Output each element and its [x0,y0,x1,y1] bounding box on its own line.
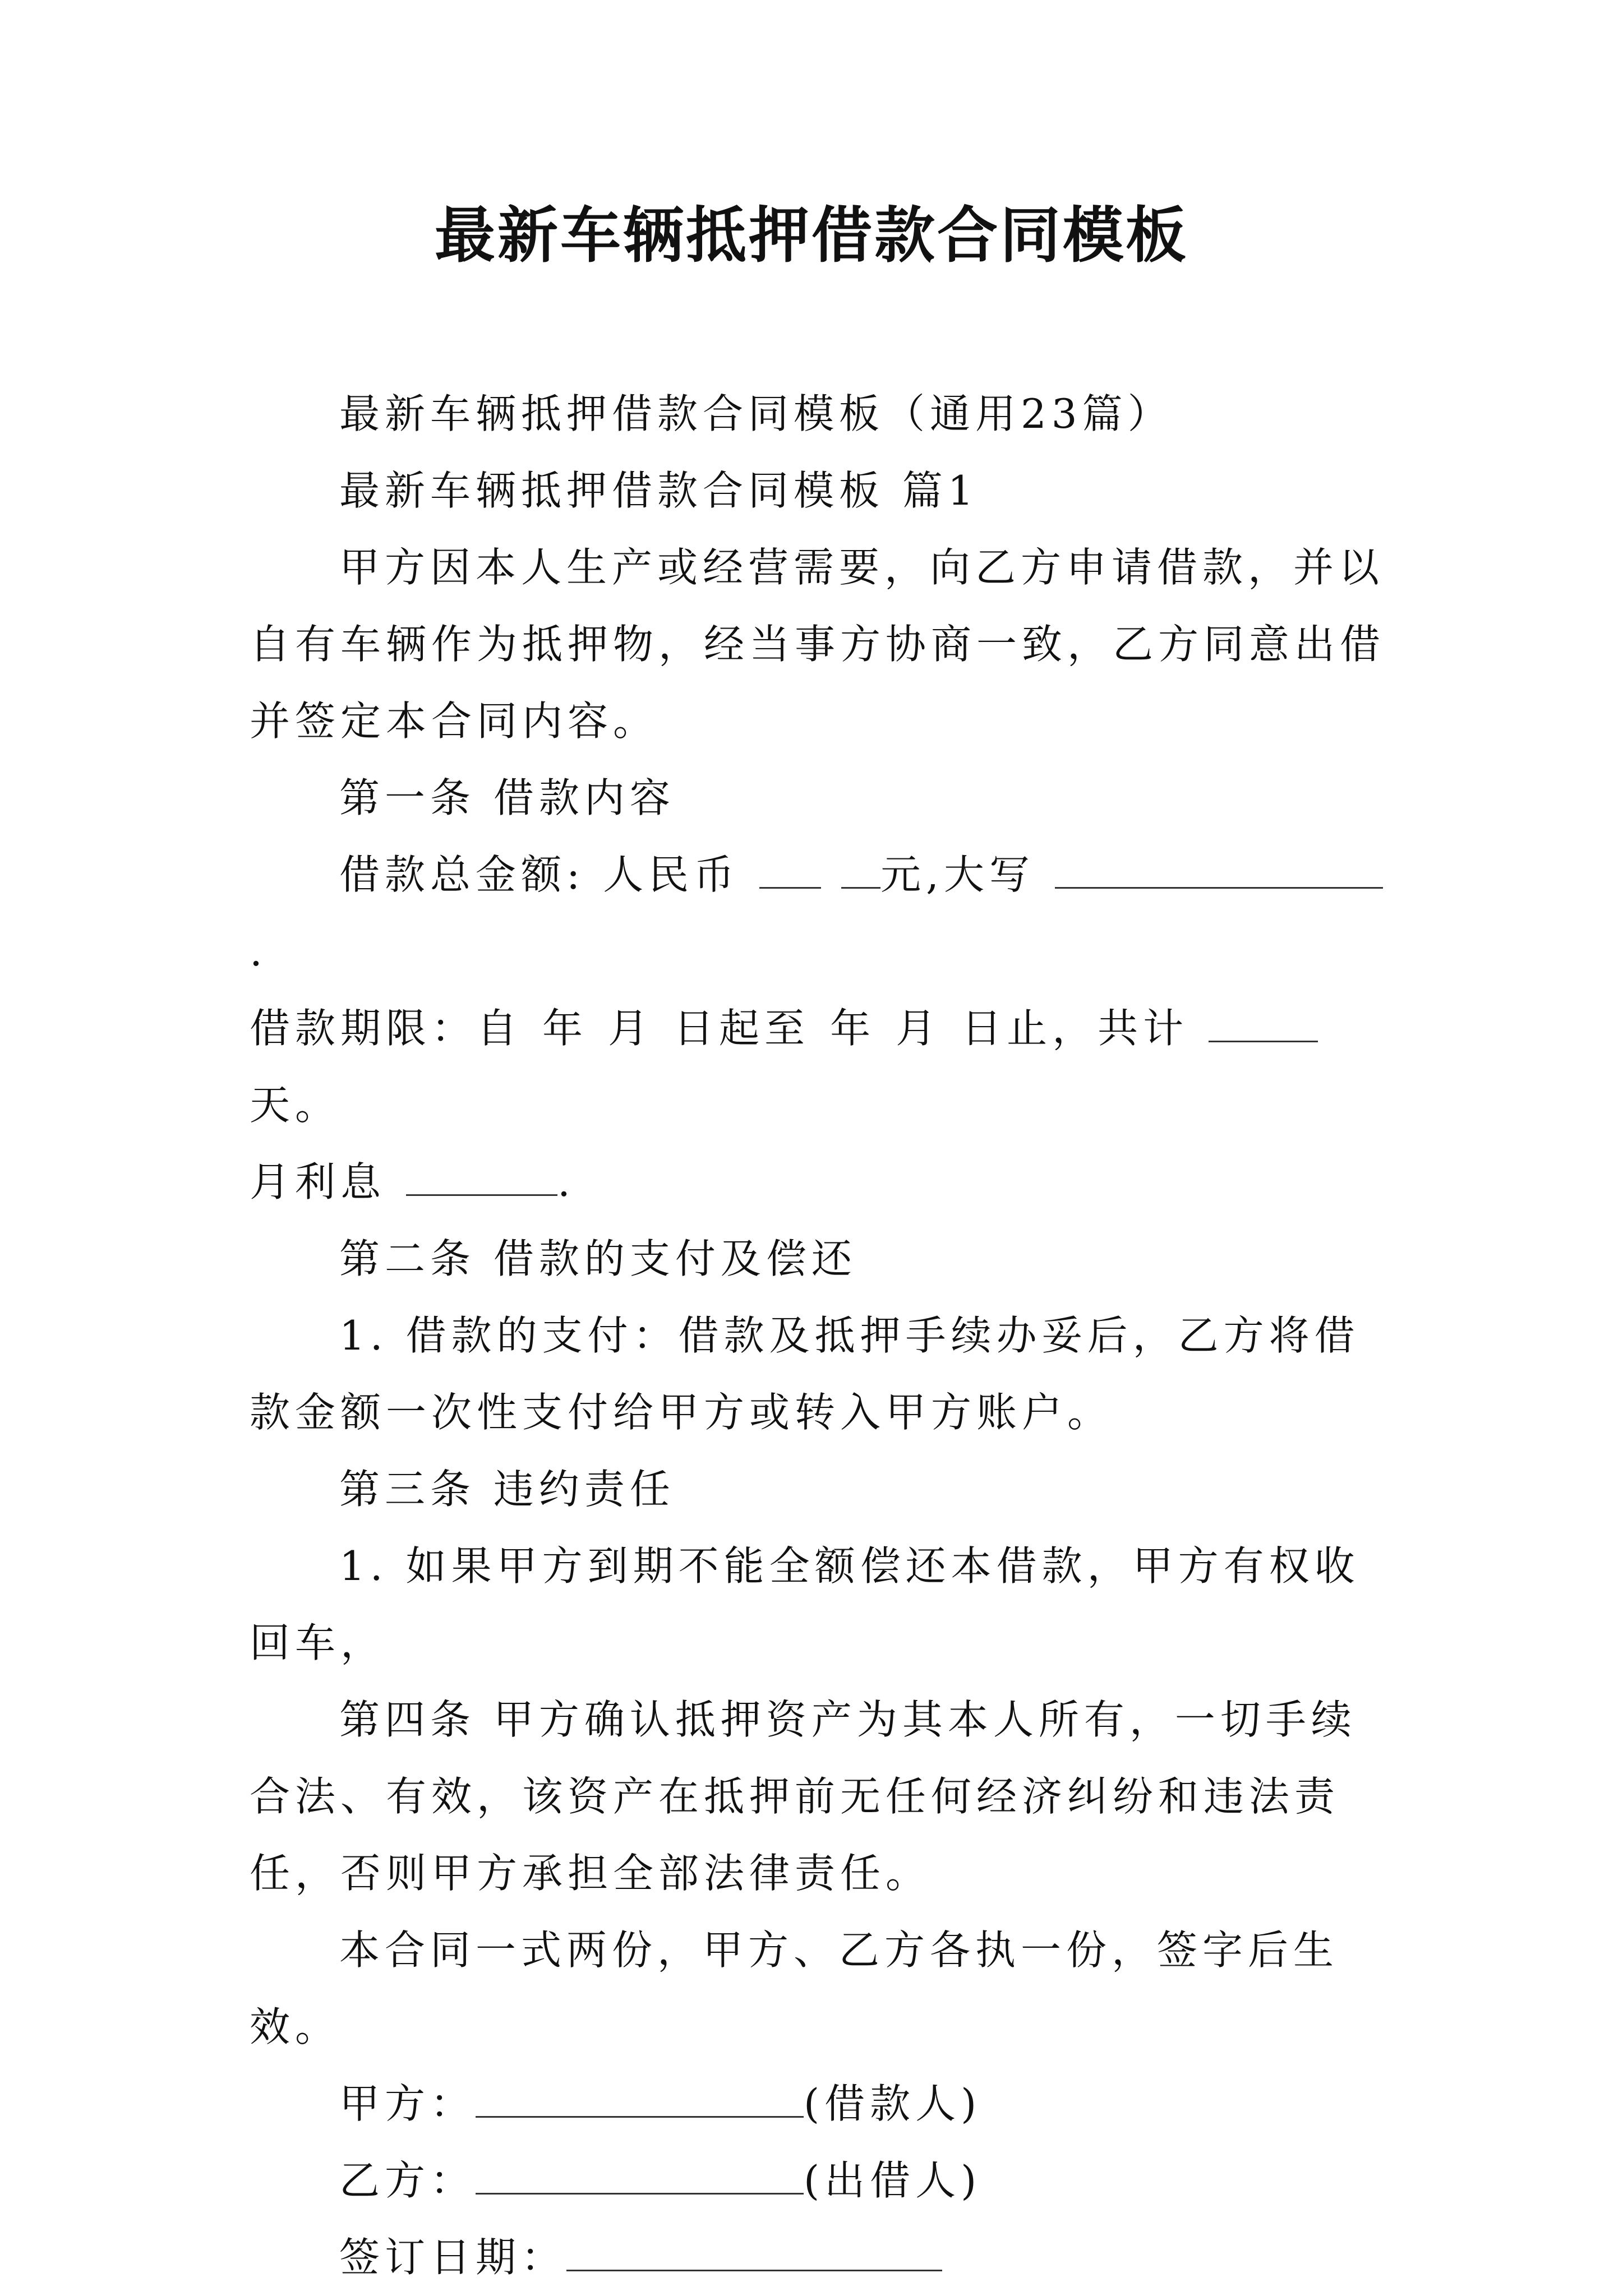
party-b-signature-blank [476,2161,804,2195]
loan-amount-end: . [250,928,268,975]
monthly-interest-line [250,1144,1388,1221]
party-a-line [250,2066,1388,2142]
loan-amount-line [250,837,1388,990]
document-body [250,376,1388,2296]
loan-amount-blank-1 [759,856,821,889]
month-from: 月 [608,1005,654,1052]
loan-amount-label: 借款总金额: 人民币 [339,851,740,898]
party-a-signature-blank [476,2085,804,2118]
sign-date-blank [566,2238,942,2271]
loan-amount-unit: 元,大写 [880,851,1035,898]
article-2-item-1: 1. 借款的支付：借款及抵押手续办妥后，乙方将借款金额一次性支付给甲方或转入甲方账户。 [250,1312,1360,1436]
party-b-line [250,2142,1388,2219]
loan-amount-words-blank [1055,856,1383,889]
party-a-role: (借款人) [804,2080,982,2127]
year-from: 年 [542,1005,588,1052]
monthly-interest-label: 月利息 [250,1158,386,1205]
party-b-role: (出借人) [804,2157,982,2204]
article-3-item-1: 1. 如果甲方到期不能全额偿还本借款，甲方有权收回车， [250,1542,1360,1666]
day-to: 日止，共计 [961,1005,1189,1052]
days-unit: 天。 [250,1082,341,1129]
party-a-label: 甲方： [339,2080,476,2127]
loan-term-line [250,990,1388,1144]
article-3-heading: 第三条 违约责任 [339,1466,675,1513]
sign-date-line [250,2219,1388,2296]
day-from: 日起至 [674,1005,810,1052]
document-title: 最新车辆抵押借款合同模板 [434,200,1188,271]
loan-term-label: 借款期限：自 [250,1005,523,1052]
part-heading: 最新车辆抵押借款合同模板 篇1 [339,467,979,514]
loan-amount-blank-2 [841,856,880,889]
sign-date-label: 签订日期： [339,2234,567,2281]
article-1-heading: 第一条 借款内容 [339,774,675,821]
party-b-label: 乙方： [339,2157,476,2204]
monthly-interest-end: . [557,1158,575,1205]
article-4-paragraph: 第四条 甲方确认抵押资产为其本人所有，一切手续合法、有效，该资产在抵押前无任何经济纠纷和违法责任，否则甲方承担全部法律责任。 [250,1696,1357,1897]
closing-paragraph: 本合同一式两份，甲方、乙方各执一份，签字后生效。 [250,1927,1339,2050]
intro-paragraph: 甲方因本人生产或经营需要，向乙方申请借款，并以自有车辆作为抵押物，经当事方协商一致，乙方同意出借并签定本合同内容。 [250,544,1386,745]
monthly-interest-blank [406,1163,557,1196]
article-2-heading: 第二条 借款的支付及偿还 [339,1235,857,1282]
total-days-blank [1209,1009,1318,1042]
year-to: 年 [830,1005,876,1052]
month-to: 月 [896,1005,942,1052]
document-subtitle: 最新车辆抵押借款合同模板（通用23篇） [339,390,1173,437]
